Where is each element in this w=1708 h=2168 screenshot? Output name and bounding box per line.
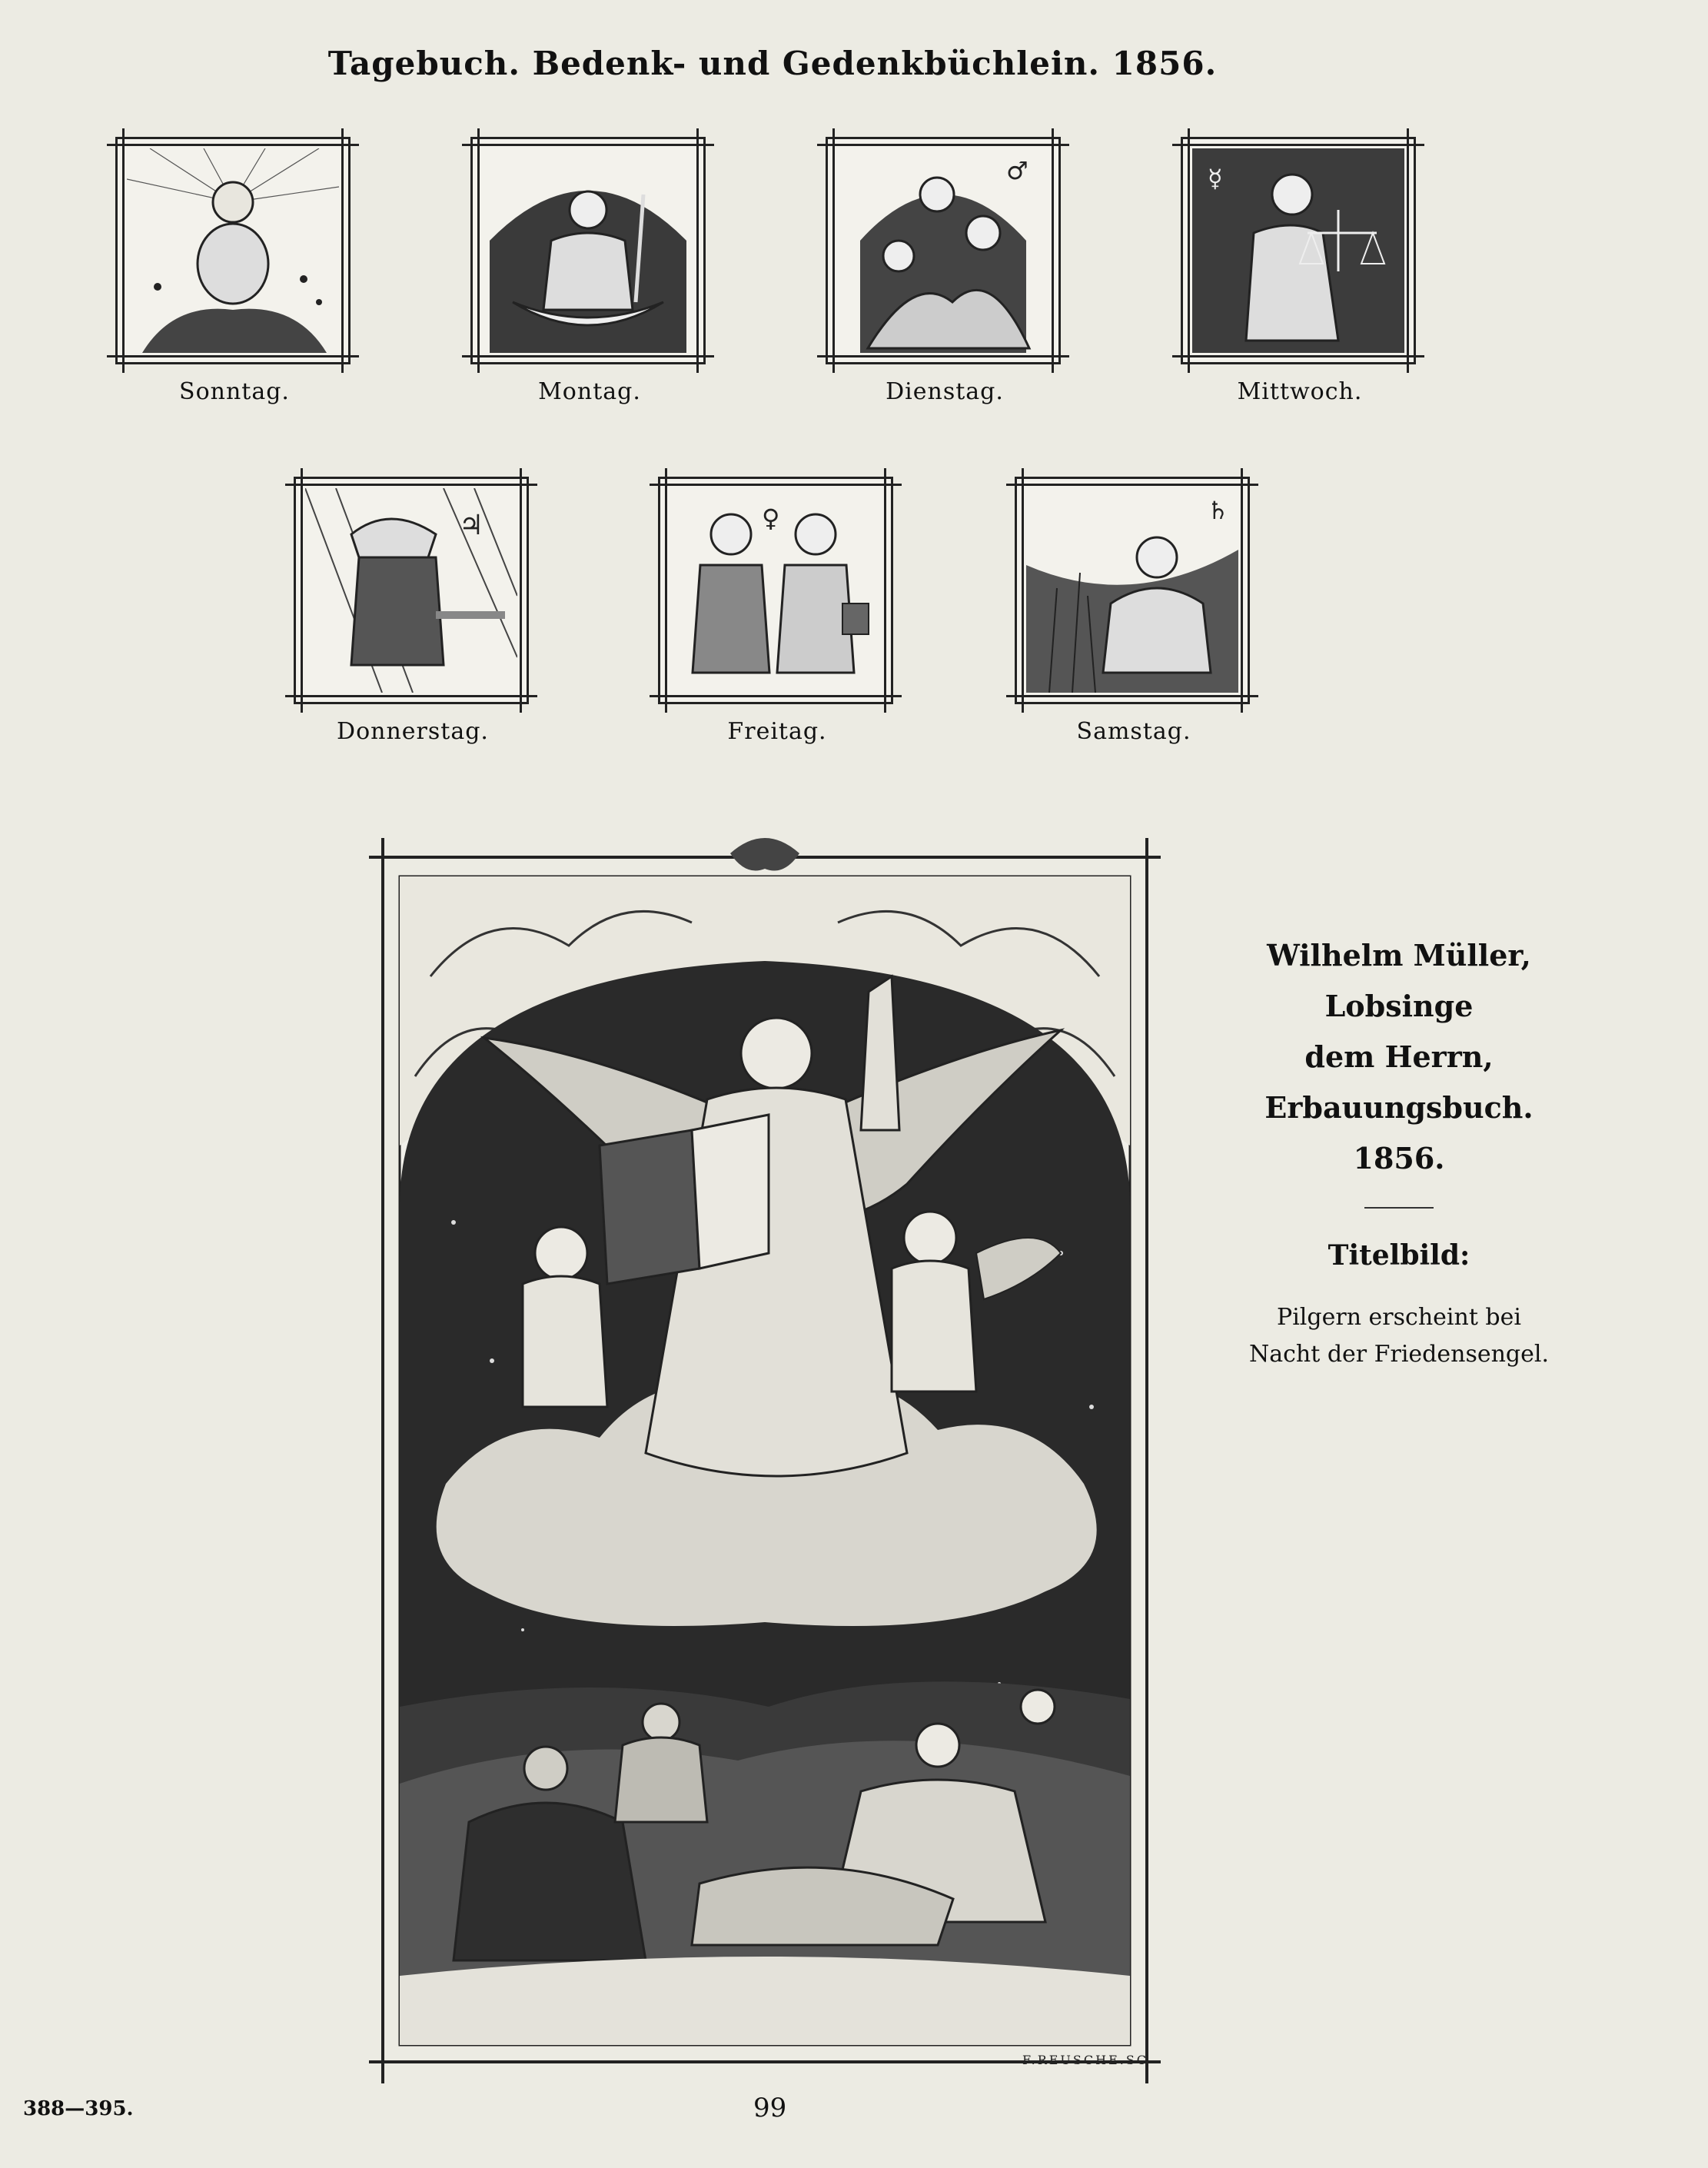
children-in-storm-illustration: [305, 488, 517, 693]
page-number: 99: [753, 2093, 787, 2123]
vignette-sonntag: [115, 137, 354, 405]
weekday-label: Freitag.: [727, 718, 827, 745]
vignette-dienstag: [826, 137, 1064, 405]
titelbild-heading: Titelbild:: [1328, 1239, 1470, 1272]
weekday-label: Samstag.: [1076, 718, 1191, 745]
vignette-donnerstag: [294, 477, 532, 745]
description-line: Nacht der Friedensengel.: [1248, 1341, 1550, 1368]
engraver-signature: F.REUSCHE.SC: [1022, 2053, 1149, 2067]
weekday-label: Mittwoch.: [1237, 378, 1363, 405]
description-line: Pilgern erscheint bei: [1277, 1304, 1521, 1331]
svg-text:♀: ♀: [762, 504, 780, 533]
child-praying-illustration: [127, 148, 339, 353]
vignette-frame: [294, 477, 529, 704]
book-genre: Erbauungsbuch.: [1264, 1090, 1534, 1125]
vignette-samstag: [1015, 477, 1253, 745]
angel-title-plate: [369, 823, 1161, 2083]
vignette-freitag: [658, 477, 896, 745]
vignette-frame: [1181, 137, 1416, 364]
svg-text:☿: ☿: [1208, 164, 1223, 193]
catalog-range: 388—395.: [23, 2097, 134, 2120]
vignette-montag: [470, 137, 709, 405]
book-title-line: Lobsinge: [1324, 989, 1474, 1023]
page-title: Tagebuch. Bedenk- und Gedenkbüchlein. 1856.: [327, 45, 1218, 82]
vignette-frame: [826, 137, 1061, 364]
weekday-label: Sonntag.: [179, 378, 290, 405]
vignette-frame: [1015, 477, 1250, 704]
divider: [1364, 1207, 1434, 1209]
book-info: [1230, 930, 1568, 1373]
svg-text:♂: ♂: [1006, 156, 1028, 185]
book-year: 1856.: [1353, 1141, 1445, 1175]
svg-text:♄: ♄: [1207, 496, 1229, 525]
book-author: Wilhelm Müller,: [1267, 938, 1531, 973]
weekday-label: Dienstag.: [886, 378, 1004, 405]
child-with-scales-illustration: [1192, 148, 1404, 353]
angel-of-peace-engraving: [369, 823, 1161, 2083]
child-in-meadow-illustration: [1026, 488, 1238, 693]
vignette-frame: [115, 137, 351, 364]
two-children-illustration: [670, 488, 882, 693]
vignette-mittwoch: [1181, 137, 1419, 405]
weekday-label: Montag.: [538, 378, 641, 405]
children-with-mother-illustration: [837, 148, 1049, 353]
book-title-line: dem Herrn,: [1304, 1039, 1494, 1074]
child-on-moon-illustration: [482, 148, 694, 353]
vignette-frame: [470, 137, 706, 364]
vignette-frame: [658, 477, 893, 704]
weekday-label: Donnerstag.: [337, 718, 489, 745]
svg-text:♃: ♃: [459, 510, 484, 541]
